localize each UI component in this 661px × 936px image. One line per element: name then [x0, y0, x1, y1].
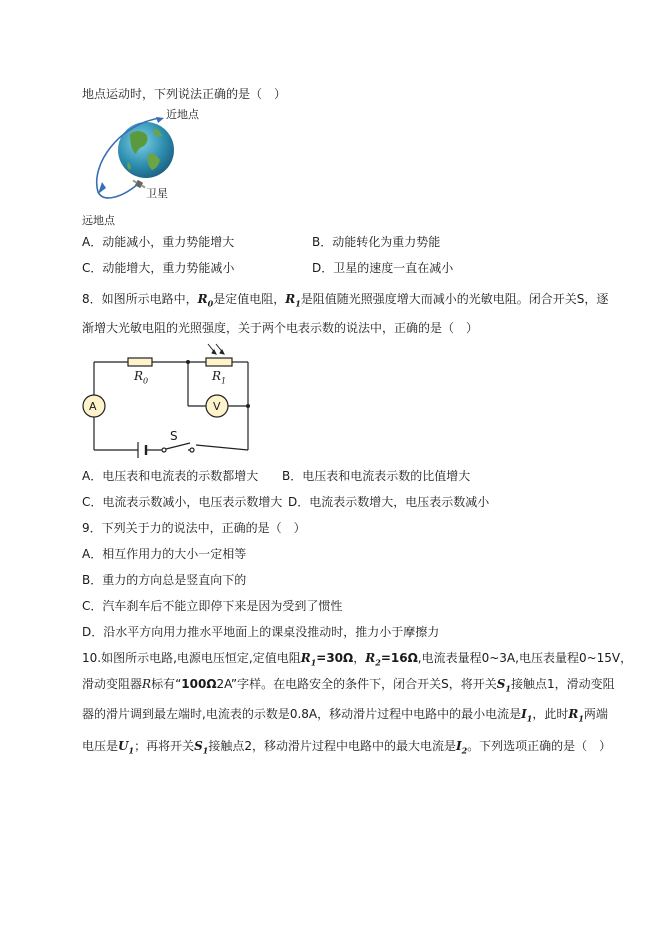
- light-arrows-icon: [208, 344, 224, 354]
- ammeter-label: A: [89, 400, 97, 413]
- q10-stem-line-4: 电压是$U_1$；再将开关$S_1$接触点2，移动滑片过程中电路中的最大电流是$I_2$。下列选项正确的是（ ）: [82, 739, 612, 756]
- q7-option-c[interactable]: C．动能增大，重力势能减小: [82, 261, 235, 275]
- q9-option-c[interactable]: C．汽车刹车后不能立即停下来是因为受到了惯性: [82, 599, 343, 613]
- r0-label: $R_0$: [134, 369, 149, 386]
- q8-option-d[interactable]: D．电流表示数增大，电压表示数减小: [288, 495, 490, 509]
- earth-icon: [118, 122, 174, 178]
- q10-stem-line-1: 10.如图所示电路,电源电压恒定,定值电阻$R_1=30\Omega$，$R_2=16\Omega$,电流表量程0~3A,电压表量程0~15V，: [82, 651, 633, 668]
- q10-stem-line-2: 滑动变阻器R标有“100Ω2A”字样。在电路安全的条件下，闭合开关S，将开关$S_1$接触点1，滑动变阻: [82, 677, 615, 694]
- switch-icon: [162, 443, 194, 452]
- q10-stem-line-3: 器的滑片调到最左端时,电流表的示数是0.8A，移动滑片过程中电路中的最小电流是$I_1$，此时$R_1$两端: [82, 707, 608, 724]
- q8-option-c[interactable]: C．电流表示数减小，电压表示数增大: [82, 495, 283, 509]
- q8-stem-line-2: 渐增大光敏电阻的光照强度，关于两个电表示数的说法中，正确的是（ ）: [82, 321, 479, 335]
- apogee-label: 远地点: [82, 214, 115, 227]
- q7-option-a[interactable]: A．动能减小，重力势能增大: [82, 235, 235, 249]
- q9-option-a[interactable]: A．相互作用力的大小一定相等: [82, 547, 247, 561]
- q8-stem-line-1: 8．如图所示电路中，$R_0$是定值电阻，$R_1$是阻值随光照强度增大而减小的光敏电阻。闭合开关S，逐: [82, 292, 609, 309]
- q8-option-a[interactable]: A．电压表和电流表的示数都增大: [82, 469, 259, 483]
- switch-label: S: [170, 429, 178, 443]
- r1-label: $R_1$: [212, 369, 227, 386]
- resistor-r1: [206, 358, 232, 366]
- orbit-arrow-icon: [98, 182, 106, 194]
- battery-icon: [138, 442, 146, 458]
- satellite-orbit-figure: [80, 104, 230, 230]
- resistor-r0: [128, 358, 152, 366]
- perigee-label: 近地点: [166, 108, 199, 121]
- satellite-label: 卫星: [146, 187, 168, 200]
- q9-option-b[interactable]: B．重力的方向总是竖直向下的: [82, 573, 247, 587]
- q7-option-b[interactable]: B．动能转化为重力势能: [312, 235, 441, 249]
- q7-option-d[interactable]: D．卫星的速度一直在减小: [312, 261, 454, 275]
- q9-option-d[interactable]: D．沿水平方向用力推水平地面上的课桌没推动时，推力小于摩擦力: [82, 625, 440, 639]
- q9-stem: 9．下列关于力的说法中，正确的是（ ）: [82, 521, 306, 535]
- voltmeter-label: V: [213, 400, 221, 413]
- question-7-stem-tail: 地点运动时，下列说法正确的是（ ）: [82, 87, 287, 101]
- orbit-arrow-top-icon: [156, 117, 164, 123]
- q8-option-b[interactable]: B．电压表和电流表示数的比值增大: [282, 469, 471, 483]
